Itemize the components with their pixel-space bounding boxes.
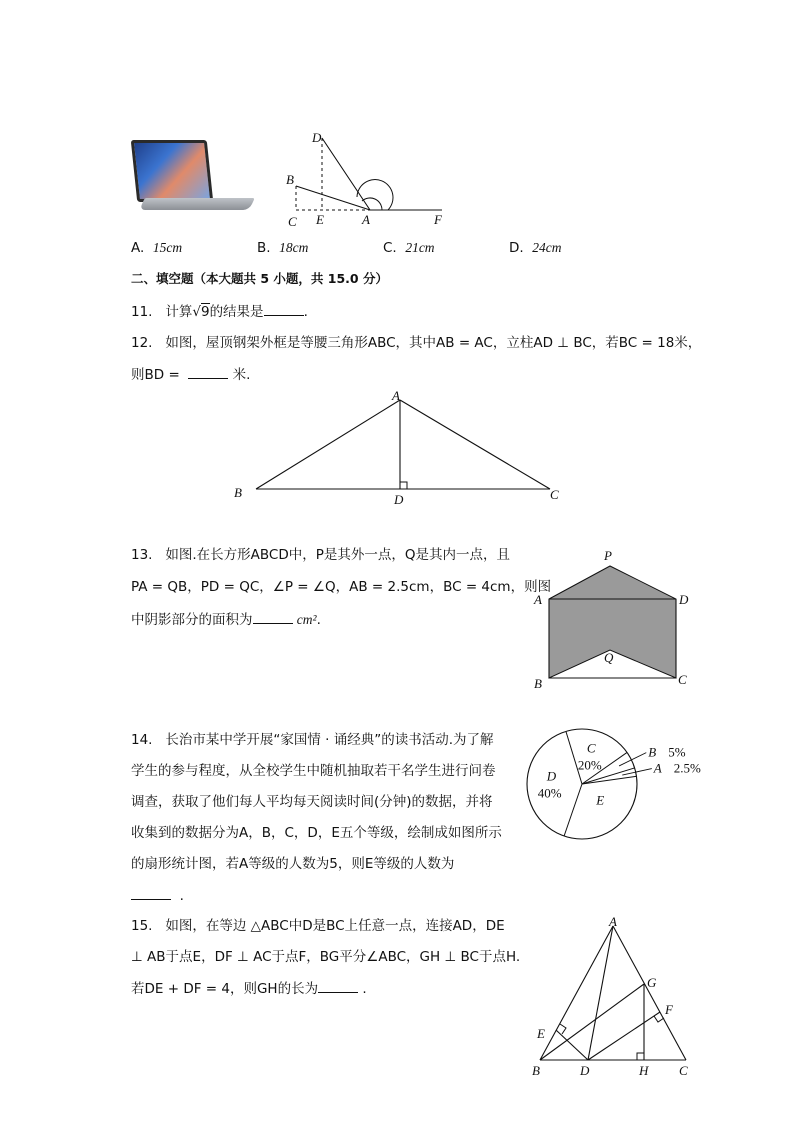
label-p: P: [604, 548, 612, 563]
q15-triangle-figure: [526, 914, 704, 1082]
laptop-base: [139, 198, 255, 210]
option-c-value: 21cm: [405, 240, 435, 255]
question-14-line5: 的扇形统计图，若A等级的人数为5，则E等级的人数为: [131, 856, 455, 872]
right-angle-e: [560, 1024, 566, 1034]
right-angle-mark: [400, 482, 407, 489]
segment-ad: [588, 926, 613, 1060]
question-14-line2: 学生的参与程度，从全校学生中随机抽取若干名学生进行问卷: [131, 763, 496, 779]
label-c: C: [550, 487, 559, 502]
label-a: A: [534, 592, 542, 607]
answer-blank-12[interactable]: [188, 364, 228, 379]
answer-blank-11[interactable]: [264, 301, 304, 316]
option-b: [257, 238, 308, 258]
q12-text: 如图，屋顶钢架外框是等腰三角形ABC，其中AB = AC，立柱AD ⊥ BC，若BC = 18米，: [165, 335, 702, 351]
option-c-letter: C.: [383, 240, 397, 256]
sqrt-symbol: √: [192, 304, 201, 320]
q12-triangle-figure: [230, 386, 570, 510]
label-c: C: [288, 214, 297, 229]
section-title: 二、填空题（本大题共 5 小题，共 15.0 分）: [131, 271, 388, 286]
option-a-value: 15cm: [152, 240, 183, 255]
pie-value-d: 40%: [537, 785, 562, 801]
q13-text-3: 中阴影部分的面积为: [131, 612, 253, 628]
option-a: [131, 238, 182, 258]
q11-post: 的结果是: [209, 304, 264, 320]
label-d: D: [679, 592, 689, 607]
laptop-image: [128, 136, 254, 218]
q13-unit: cm²: [296, 612, 317, 627]
segment-df: [588, 1012, 660, 1060]
label-e: E: [537, 1026, 545, 1041]
pie-label-a: A: [653, 760, 662, 776]
label-a: A: [362, 212, 370, 227]
question-12-line1: [131, 333, 701, 353]
pie-label-c: C: [586, 740, 596, 756]
question-13-line3: 中阴影部分的面积为 cm².: [131, 609, 321, 630]
label-d: D: [580, 1063, 590, 1078]
q12-line2-post: 米.: [232, 367, 251, 383]
side-ac: [613, 926, 686, 1060]
q12-line2-pre: 则BD =: [131, 367, 180, 383]
label-d: D: [312, 130, 322, 145]
answer-blank-14[interactable]: [131, 885, 171, 900]
segment-bg: [540, 984, 644, 1060]
option-c: [383, 238, 435, 258]
q15-number: 15.: [131, 918, 153, 934]
question-12-line2: [131, 364, 250, 385]
answer-blank-15[interactable]: [318, 978, 358, 993]
label-a: A: [392, 388, 400, 403]
q14-text-1: 长治市某中学开展“家国情 · 诵经典”的读书活动.为了解: [165, 732, 494, 748]
angle-arc-outer: [357, 180, 393, 210]
q15-text-3: 若DE + DF = 4，则GH的长为: [131, 981, 319, 997]
right-angle-h: [637, 1053, 644, 1060]
question-15-line1: [131, 916, 505, 936]
question-11: [131, 301, 308, 322]
label-b: B: [234, 485, 242, 500]
q15-tail: .: [362, 981, 367, 997]
label-d: D: [394, 492, 404, 507]
option-d-value: 24cm: [532, 240, 562, 255]
q13-text-1: 如图.在长方形ABCD中，P是其外一点，Q是其内一点，且: [165, 547, 510, 563]
q11-number: 11.: [131, 304, 153, 320]
pie-value-b: 5%: [668, 744, 686, 760]
q15-text-1: 如图，在等边 △ABC中D是BC上任意一点，连接AD，DE: [165, 918, 505, 934]
pie-slice-boundary-a: [582, 776, 636, 784]
pie-value-a: 2.5%: [673, 760, 701, 776]
label-c: C: [678, 672, 687, 687]
question-15-line3: [131, 978, 367, 999]
q11-radicand: 9: [200, 304, 210, 320]
option-b-value: 18cm: [279, 240, 309, 255]
question-14-line6: [131, 885, 184, 906]
option-b-letter: B.: [257, 240, 271, 256]
question-13-line2: [131, 577, 551, 597]
label-b: B: [286, 172, 294, 187]
label-f: F: [434, 212, 442, 227]
label-h: H: [639, 1063, 649, 1078]
line-da: [322, 138, 370, 210]
q13-rectangle-figure: [528, 546, 698, 692]
question-15-line2: ⊥ AB于点E，DF ⊥ AC于点F，BG平分∠ABC，GH ⊥ BC于点H.: [131, 949, 521, 965]
side-ab: [256, 400, 400, 489]
label-a: A: [609, 914, 617, 929]
side-ab: [540, 926, 613, 1060]
pie-value-c: 20%: [577, 757, 602, 773]
label-b: B: [532, 1063, 540, 1078]
side-ac: [400, 400, 550, 489]
q11-tail: .: [303, 304, 308, 320]
answer-blank-13[interactable]: [253, 609, 293, 624]
pie-label-e: E: [596, 792, 605, 808]
question-14-line1: [131, 730, 494, 750]
q14-tail: .: [179, 888, 184, 904]
q12-number: 12.: [131, 335, 153, 351]
laptop-screen: [131, 140, 214, 202]
q11-pre: 计算: [165, 304, 193, 320]
leader-line-a: [622, 769, 652, 776]
pie-label-d: D: [546, 768, 557, 784]
label-f: F: [665, 1002, 673, 1017]
q14-number: 14.: [131, 732, 153, 748]
pie-slice-boundary-e: [564, 784, 582, 836]
label-c: C: [679, 1063, 688, 1078]
option-a-letter: A.: [131, 240, 145, 256]
option-d: [509, 238, 562, 258]
q13-text-2: PA = QB，PD = QC，∠P = ∠Q，AB = 2.5cm，BC = 4cm，则图: [131, 579, 552, 595]
label-e: E: [316, 212, 324, 227]
label-g: G: [647, 975, 657, 990]
label-q: Q: [604, 650, 614, 665]
q13-number: 13.: [131, 547, 153, 563]
laptop-angle-figure: [282, 126, 452, 230]
label-b: B: [534, 676, 542, 691]
pie-chart: [524, 727, 701, 841]
pie-label-b: B: [648, 744, 657, 760]
question-14-line4: 收集到的数据分为A，B，C，D，E五个等级，绘制成如图所示: [131, 825, 502, 841]
question-14-line3: 调查，获取了他们每人平均每天阅读时间(分钟)的数据，并将: [131, 794, 493, 810]
question-13-line1: [131, 545, 510, 565]
option-d-letter: D.: [509, 240, 524, 256]
